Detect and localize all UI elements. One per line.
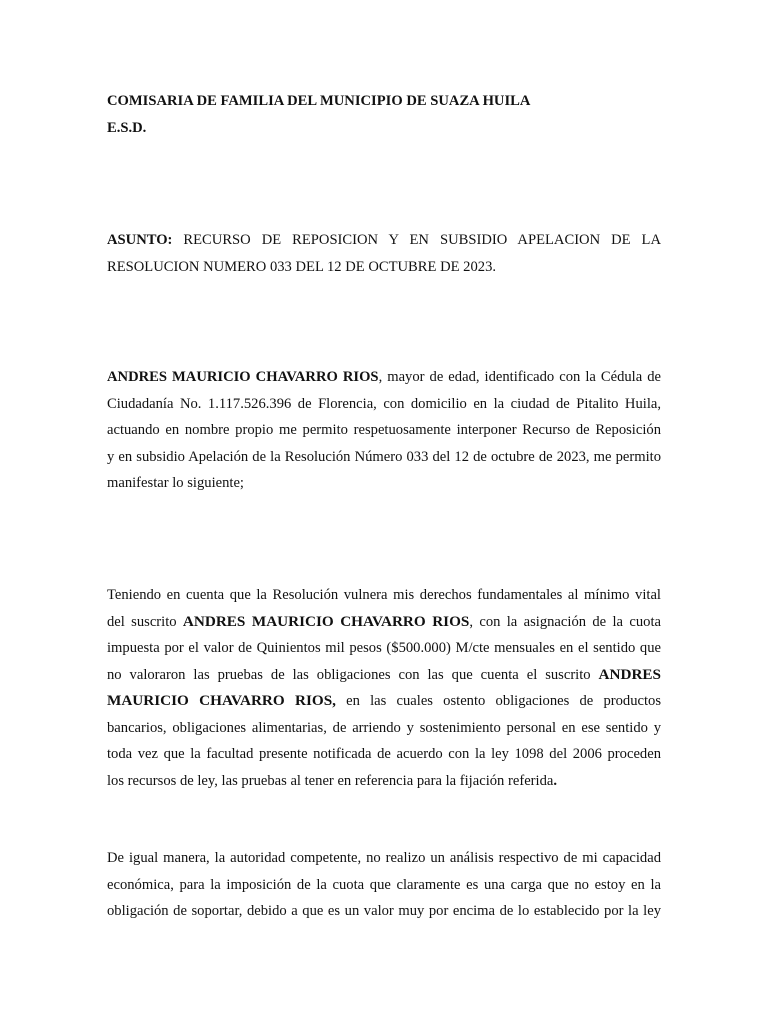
p2-line-8 bbox=[107, 768, 661, 795]
intro-line-5: manifestar lo siguiente; bbox=[107, 475, 244, 491]
p2-line-2 bbox=[107, 609, 661, 636]
petitioner-name: ANDRES MAURICIO CHAVARRO RIOS bbox=[182, 612, 470, 630]
p2-line-1: Teniendo en cuenta que la Resolución vulnera mis derechos fundamentales al mínimo vital bbox=[107, 587, 661, 603]
p2-text: , con la asignación de la cuota bbox=[469, 613, 661, 630]
p2-line-3: impuesta por el valor de Quinientos mil pesos ($500.000) M/cte mensuales en el sentido que bbox=[107, 640, 661, 656]
intro-line-3: actuando en nombre propio me permito respetuosamente interponer Recurso de Reposición bbox=[107, 422, 661, 438]
p2-text: los recursos de ley, las pruebas al tener en referencia para la fijación referida bbox=[107, 772, 554, 789]
intro-paragraph bbox=[107, 364, 661, 497]
p2-period: . bbox=[553, 772, 558, 789]
addressee-block bbox=[107, 88, 661, 141]
p2-text: del suscrito bbox=[107, 613, 183, 630]
subject-text: RECURSO DE REPOSICION Y EN SUBSIDIO APELACION DE LA bbox=[172, 232, 661, 248]
p2-text: no valoraron las pruebas de las obligaciones con las que cuenta el suscrito bbox=[107, 666, 599, 683]
subject-line-1 bbox=[107, 227, 661, 254]
intro-line-2: Ciudadanía No. 1.117.526.396 de Florencia, con domicilio en la ciudad de Pitalito Huila, bbox=[107, 395, 661, 412]
p2-line-4 bbox=[107, 662, 661, 689]
argument-paragraph-1 bbox=[107, 582, 661, 794]
intro-line-1 bbox=[107, 364, 661, 391]
petitioner-name: MAURICIO CHAVARRO RIOS, bbox=[107, 692, 336, 709]
addressee-line: COMISARIA DE FAMILIA DEL MUNICIPIO DE SUAZA HUILA bbox=[107, 93, 531, 109]
intro-line-4: y en subsidio Apelación de la Resolución Número 033 del 12 de octubre de 2023, me permito bbox=[107, 448, 661, 465]
petitioner-name: ANDRES MAURICIO CHAVARRO RIOS bbox=[107, 369, 379, 385]
intro-text: , mayor de edad, identificado con la Cédula de bbox=[378, 369, 661, 385]
subject-block bbox=[107, 227, 661, 280]
addressee-esd: E.S.D. bbox=[107, 119, 147, 136]
p3-line-2: económica, para la imposición de la cuota que claramente es una carga que no estoy en la bbox=[107, 876, 661, 893]
p2-text: en las cuales ostento obligaciones de productos bbox=[335, 693, 661, 709]
subject-label: ASUNTO: bbox=[107, 232, 173, 248]
p2-line-5 bbox=[107, 688, 661, 715]
p3-line-1: De igual manera, la autoridad competente, no realizo un análisis respectivo de mi capacidad bbox=[107, 850, 661, 866]
p2-line-7: toda vez que la facultad presente notificada de acuerdo con la ley 1098 del 2006 proceden bbox=[107, 746, 661, 762]
p3-line-3: obligación de soportar, debido a que es un valor muy por encima de lo establecido por la ley bbox=[107, 903, 661, 919]
petitioner-name: ANDRES bbox=[598, 665, 661, 683]
p2-line-6: bancarios, obligaciones alimentarias, de arriendo y sostenimiento personal en ese sentido y bbox=[107, 719, 661, 736]
argument-paragraph-2 bbox=[107, 845, 661, 925]
subject-line-2: RESOLUCION NUMERO 033 DEL 12 DE OCTUBRE DE 2023. bbox=[107, 258, 497, 275]
